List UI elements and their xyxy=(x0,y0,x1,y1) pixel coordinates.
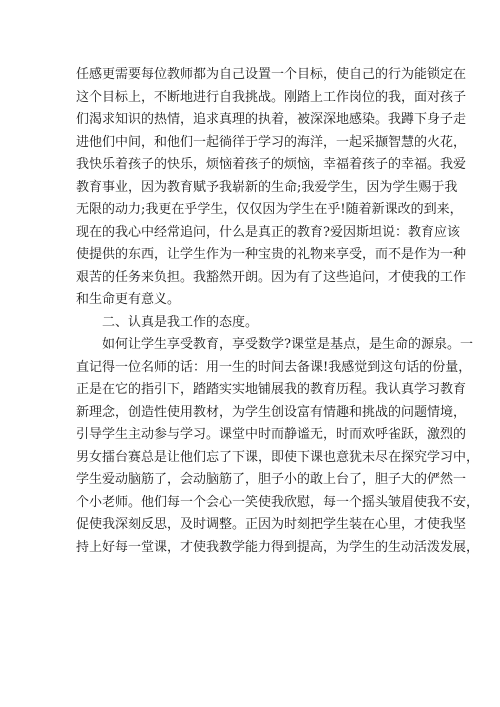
text-line: 个小老师。他们每一个会心一笑使我欣慰，每一个摇头皱眉使我不安， xyxy=(76,494,480,510)
section-heading: 二、认真是我工作的态度。 xyxy=(76,314,259,330)
text-line: 这个目标上，不断地进行自我挑战。刚踏上工作岗位的我，面对孩子 xyxy=(76,89,467,105)
text-line: 们渴求知识的热情，追求真理的执着，被深深地感染。我蹲下身子走 xyxy=(76,112,467,127)
text-line: 艰苦的任务来负担。我豁然开朗。因为有了这些追问，才使我的工作 xyxy=(76,269,467,285)
text-line: 学生爱动脑筋了，会动脑筋了，胆子小的敢上台了，胆子大的俨然一 xyxy=(76,472,467,487)
text-line: 现在的我心中经常追问，什么是真正的教育?爱因斯坦说：教育应该 xyxy=(76,224,460,240)
text-line: 促使我深刻反思，及时调整。正因为时刻把学生装在心里，才使我坚 xyxy=(76,517,467,532)
paragraph-end-line: 和生命更有意义。 xyxy=(76,292,181,307)
text-line: 男女擂台赛总是让他们忘了下课，即使下课也意犹未尽在探究学习中， xyxy=(76,449,480,465)
text-line: 任感更需要每位教师都为自己设置一个目标，使自己的行为能锁定在 xyxy=(76,67,467,82)
text-line: 使提供的东西，让学生作为一种宝贵的礼物来享受，而不是作为一种 xyxy=(76,247,467,262)
text-line: 持上好每一堂课，才使我教学能力得到提高，为学生的生动活泼发展， xyxy=(76,539,480,555)
body-text xyxy=(76,64,480,559)
text-line: 无限的动力;我更在乎学生，仅仅因为学生在乎!随着新课改的到来， xyxy=(76,202,463,217)
text-line: 直记得一位名师的话：用一生的时间去备课!我感觉到这句话的份量， xyxy=(76,359,472,375)
text-line: 新理念，创造性使用教材，为学生创设富有情趣和挑战的问题情境， xyxy=(76,404,467,420)
text-line: 引导学生主动参与学习。课堂中时而静谧无，时而欢呼雀跃，激烈的 xyxy=(76,427,467,442)
text-line: 如何让学生享受教育，享受数学?课堂是基点，是生命的源泉。一 xyxy=(76,337,473,352)
text-line: 进他们中间，和他们一起徜徉于学习的海洋，一起采撷智慧的火花， xyxy=(76,134,467,150)
text-line: 教育事业，因为教育赋予我崭新的生命;我爱学生，因为学生赐于我 xyxy=(76,179,458,195)
text-line: 正是在它的指引下，踏踏实实地铺展我的教育历程。我认真学习教育 xyxy=(76,382,467,397)
text-line: 我快乐着孩子的快乐，烦恼着孩子的烦恼，幸福着孩子的幸福。我爱 xyxy=(76,157,467,172)
